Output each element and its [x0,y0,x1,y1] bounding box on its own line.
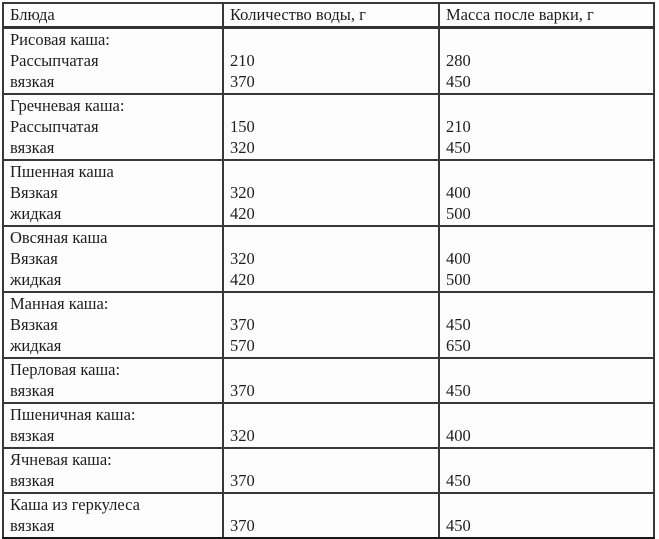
dish-cell [3,403,223,448]
dish-name: Гречневая каша: [10,96,125,115]
water-cell [223,358,439,403]
water-value: 370 [230,471,255,490]
water-value [230,359,434,380]
dish-variant: Вязкая [10,315,58,334]
dish-variant: жидкая [10,270,62,289]
mass-value: 450 [446,471,471,490]
water-value: 370 [230,381,255,400]
mass-value [446,161,649,182]
table-row-barley-groats [3,448,654,493]
dish-variant: жидкая [10,336,62,355]
dish-variant: Рассыпчатая [10,117,99,136]
water-cell [223,94,439,160]
mass-value: 400 [446,426,471,445]
table-row-buckwheat [3,94,654,160]
water-value: 570 [230,336,255,355]
table-row-pearl-barley [3,358,654,403]
dish-cell [3,493,223,539]
water-value [230,161,434,182]
header-mass-label: Масса после варки, г [446,5,594,24]
dish-cell [3,94,223,160]
dish-cell [3,160,223,226]
dish-variant: вязкая [10,516,55,535]
water-cell [223,226,439,292]
dish-cell [3,448,223,493]
mass-value: 500 [446,270,471,289]
dish-variant: вязкая [10,138,55,157]
water-value: 320 [230,249,255,268]
table-row-hercules [3,493,654,539]
water-value: 420 [230,204,255,223]
mass-value: 400 [446,183,471,202]
dish-name: Каша из геркулеса [10,495,140,514]
dish-variant: вязкая [10,381,55,400]
mass-value: 500 [446,204,471,223]
header-mass [439,3,654,28]
mass-cell [439,160,654,226]
dish-variant: Вязкая [10,183,58,202]
dish-name: Рисовая каша: [10,30,110,49]
mass-cell [439,358,654,403]
mass-value [446,359,649,380]
mass-value: 650 [446,336,471,355]
mass-value [446,449,649,470]
table-header-row [3,3,654,28]
dish-cell [3,292,223,358]
mass-value [446,293,649,314]
dish-variant: Рассыпчатая [10,51,99,70]
water-cell [223,403,439,448]
mass-cell [439,226,654,292]
water-cell [223,160,439,226]
water-value: 320 [230,426,255,445]
water-value [230,449,434,470]
dish-cell [3,226,223,292]
dish-name: Овсяная каша [10,228,108,247]
mass-cell [439,94,654,160]
mass-cell [439,448,654,493]
mass-cell [439,292,654,358]
water-value: 370 [230,315,255,334]
dish-variant: вязкая [10,72,55,91]
dish-name: Пшеничная каша: [10,405,136,424]
header-dish-label: Блюда [10,5,55,24]
mass-value [446,95,649,116]
water-value [230,29,434,50]
dish-cell [3,358,223,403]
table-row-semolina [3,292,654,358]
water-value [230,227,434,248]
water-value: 420 [230,270,255,289]
mass-value [446,29,649,50]
mass-value: 450 [446,72,471,91]
header-dish [3,3,223,28]
dish-name: Пшенная каша [10,162,114,181]
dish-name: Манная каша: [10,294,109,313]
water-value: 210 [230,51,255,70]
mass-value: 450 [446,138,471,157]
water-value [230,95,434,116]
water-value: 320 [230,138,255,157]
header-water-label: Количество воды, г [230,5,366,24]
water-value [230,293,434,314]
mass-value: 210 [446,117,471,136]
mass-value: 450 [446,516,471,535]
mass-cell [439,403,654,448]
water-cell [223,493,439,539]
water-value: 370 [230,72,255,91]
header-water [223,3,439,28]
dish-cell [3,28,223,95]
mass-value [446,404,649,425]
mass-value [446,494,649,515]
mass-value: 400 [446,249,471,268]
dish-name: Перловая каша: [10,360,121,379]
mass-value: 450 [446,381,471,400]
water-cell [223,292,439,358]
water-value: 320 [230,183,255,202]
water-value: 150 [230,117,255,136]
dish-variant: Вязкая [10,249,58,268]
mass-value: 450 [446,315,471,334]
mass-cell [439,493,654,539]
water-cell [223,28,439,95]
table-row-oat [3,226,654,292]
porridge-water-table [2,2,655,539]
dish-variant: жидкая [10,204,62,223]
table-row-millet [3,160,654,226]
water-value [230,404,434,425]
water-value [230,494,434,515]
water-value: 370 [230,516,255,535]
dish-name: Ячневая каша: [10,450,112,469]
mass-value [446,227,649,248]
water-cell [223,448,439,493]
mass-cell [439,28,654,95]
mass-value: 280 [446,51,471,70]
table-row-rice [3,28,654,95]
table-row-wheat [3,403,654,448]
dish-variant: вязкая [10,471,55,490]
dish-variant: вязкая [10,426,55,445]
